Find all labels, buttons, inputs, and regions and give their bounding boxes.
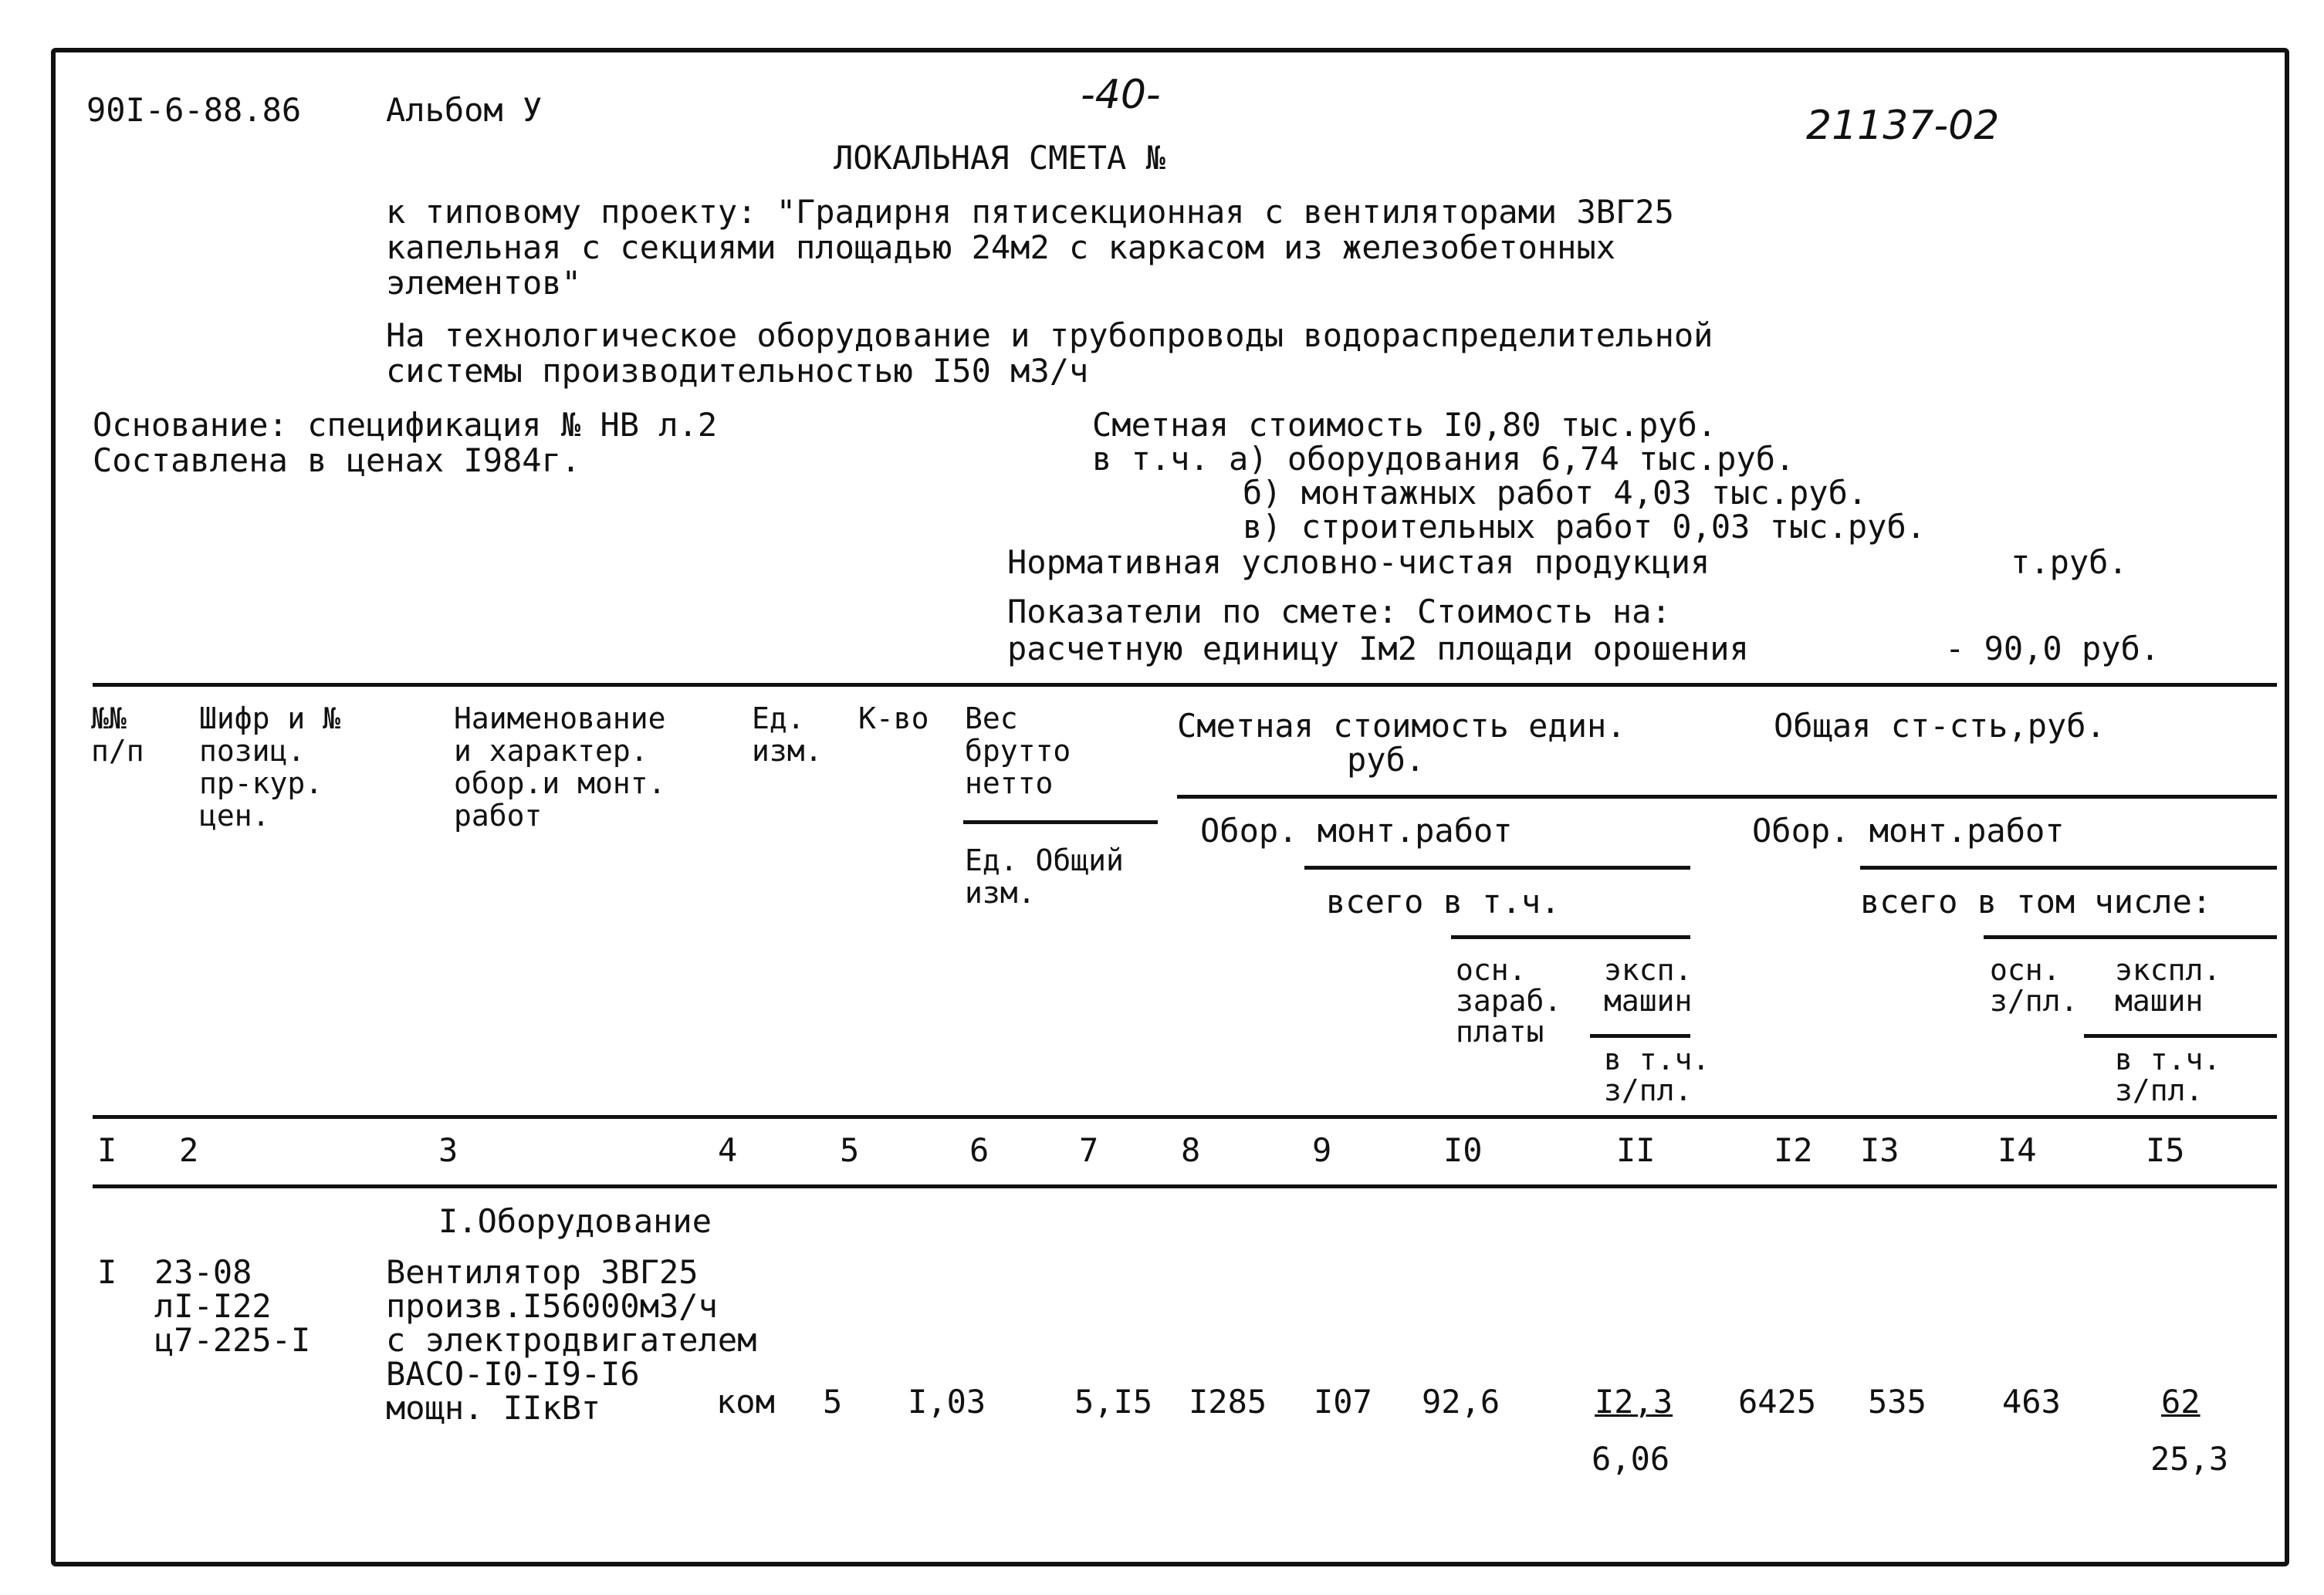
col1-header: п/п (91, 734, 144, 768)
doc-number: 21137-02 (1806, 103, 2000, 149)
obor-mont-header: Обор. монт.работ (1200, 812, 1513, 850)
project-line: к типовому проекту: "Градирня пятисекционная с вентиляторами 3ВГ25 (386, 193, 1674, 231)
row-name: мощн. IIкВт (386, 1389, 601, 1427)
vtch-header: в т.ч. (1604, 1042, 1710, 1076)
page-number: -40- (1081, 72, 1161, 118)
col6-sub-header: Ед. Общий (965, 843, 1124, 877)
scope-line: На технологическое оборудование и трубопроводы водораспределительной (386, 316, 1713, 354)
column-number: I0 (1443, 1131, 1483, 1169)
table-top-rule (93, 683, 2277, 687)
column-numbers-rule (93, 1184, 2277, 1188)
unit-cost-header: руб. (1347, 741, 1426, 779)
header-bottom-rule (93, 1115, 2277, 1119)
row-code: 23-08 (154, 1253, 252, 1291)
row-cost-c13: 535 (1868, 1383, 1927, 1421)
column-number: 4 (718, 1131, 738, 1169)
col3-header: Наименование (454, 701, 666, 735)
cost-line: в т.ч. а) оборудования 6,74 тыс.руб. (1092, 440, 1795, 478)
row-number: I (97, 1253, 117, 1291)
vtch-header: з/пл. (1604, 1073, 1693, 1107)
row-cost-c14: 463 (2002, 1383, 2061, 1421)
row-cost-c15-sub: 25,3 (2150, 1440, 2229, 1478)
doc-code: 90I-6-88.86 (86, 91, 302, 129)
col4-header: Ед. (752, 701, 805, 735)
column-number: I5 (2146, 1131, 2185, 1169)
normative-unit: т.руб. (2011, 543, 2128, 581)
obor-mont-header: Обор. монт.работ (1752, 812, 2065, 850)
vtch-header: в т.ч. (2115, 1042, 2221, 1076)
column-number: 9 (1312, 1131, 1332, 1169)
row-cost-c8: I285 (1189, 1383, 1267, 1421)
row-cost-c11-sub: 6,06 (1592, 1440, 1670, 1478)
total-cost-header: Общая ст-сть,руб. (1774, 707, 2106, 745)
project-line: капельная с секциями площадью 24м2 с каркасом из железобетонных (386, 228, 1616, 266)
row-cost-c12: 6425 (1738, 1383, 1817, 1421)
col2-header: пр-кур. (199, 766, 323, 800)
row-cost-c9: I07 (1314, 1383, 1372, 1421)
row-weight-total: 5,I5 (1074, 1383, 1153, 1421)
header-rule (1984, 935, 2277, 939)
column-number: 6 (969, 1131, 989, 1169)
normative-text: Нормативная условно-чистая продукция (1007, 543, 1710, 581)
indicators-value: - 90,0 руб. (1945, 630, 2160, 667)
col6-sub-header: изм. (965, 876, 1036, 910)
page-title: ЛОКАЛЬНАЯ СМЕТА № (834, 139, 1165, 177)
row-code: ц7-225-I (154, 1321, 311, 1359)
col4-header: изм. (752, 734, 823, 768)
header-rule (1860, 866, 2277, 870)
row-name: с электродвигателем (386, 1321, 757, 1359)
header-rule (1304, 866, 1690, 870)
row-name: Вентилятор 3ВГ25 (386, 1253, 699, 1291)
col3-header: работ (454, 799, 543, 833)
header-rule (1177, 795, 2277, 799)
row-weight-unit: I,03 (908, 1383, 986, 1421)
column-number: 2 (179, 1131, 199, 1169)
row-name: произв.I56000м3/ч (386, 1287, 718, 1325)
osn-zp-header: платы (1456, 1015, 1544, 1049)
column-number: I (97, 1131, 117, 1169)
col6-header: Вес (965, 701, 1018, 735)
eksp-header: машин (1604, 984, 1693, 1018)
column-number: I2 (1774, 1131, 1813, 1169)
column-number: I4 (1998, 1131, 2037, 1169)
vsego-header: всего в том числе: (1860, 883, 2212, 921)
col6-header: нетто (965, 766, 1054, 800)
header-rule (1590, 1034, 1690, 1038)
row-qty: 5 (823, 1383, 843, 1421)
column-number: I3 (1860, 1131, 1899, 1169)
column-number: 5 (840, 1131, 860, 1169)
col2-header: цен. (199, 799, 270, 833)
column-number: 8 (1181, 1131, 1201, 1169)
eksp-header: экспл. (2115, 953, 2221, 987)
section-title: I.Оборудование (438, 1202, 712, 1240)
header-rule (963, 820, 1158, 824)
col3-header: обор.и монт. (454, 766, 666, 800)
osn-zp-header: осн. (1990, 953, 2061, 987)
osn-zp-header: осн. (1456, 953, 1527, 987)
eksp-header: эксп. (1604, 953, 1693, 987)
indicators-text: Показатели по смете: Стоимость на: (1007, 593, 1671, 630)
project-line: элементов" (386, 264, 581, 302)
col2-header: позиц. (199, 734, 306, 768)
cost-line: б) монтажных работ 4,03 тыс.руб. (1243, 474, 1868, 512)
unit-cost-header: Сметная стоимость един. (1177, 707, 1626, 745)
row-code: лI-I22 (154, 1287, 272, 1325)
album-label: Альбом У (386, 91, 543, 129)
row-cost-c15: 62 (2161, 1383, 2201, 1421)
prices-text: Составлена в ценах I984г. (93, 441, 581, 479)
header-rule (2084, 1034, 2277, 1038)
vtch-header: з/пл. (2115, 1073, 2204, 1107)
osn-zp-header: зараб. (1456, 984, 1562, 1018)
cost-line: в) строительных работ 0,03 тыс.руб. (1243, 508, 1927, 546)
column-number: II (1616, 1131, 1656, 1169)
col1-header: №№ (91, 701, 127, 735)
basis-text: Основание: спецификация № НВ л.2 (93, 406, 718, 444)
header-rule (1451, 935, 1690, 939)
indicators-text: расчетную единицу Iм2 площади орошения (1007, 630, 1749, 667)
scope-line: системы производительностью I50 м3/ч (386, 352, 1089, 390)
cost-line: Сметная стоимость I0,80 тыс.руб. (1092, 406, 1717, 444)
row-unit: ком (716, 1383, 775, 1421)
osn-zp-header: з/пл. (1990, 984, 2079, 1018)
col3-header: и характер. (454, 734, 648, 768)
column-number: 7 (1079, 1131, 1099, 1169)
col6-header: брутто (965, 734, 1071, 768)
row-cost-c10: 92,6 (1422, 1383, 1500, 1421)
col5-header: К-во (858, 701, 929, 735)
row-name: ВАСО-I0-I9-I6 (386, 1355, 640, 1393)
column-number: 3 (438, 1131, 458, 1169)
col2-header: Шифр и № (199, 701, 341, 735)
vsego-header: всего в т.ч. (1326, 883, 1561, 921)
row-cost-c11: I2,3 (1595, 1383, 1673, 1421)
eksp-header: машин (2115, 984, 2204, 1018)
